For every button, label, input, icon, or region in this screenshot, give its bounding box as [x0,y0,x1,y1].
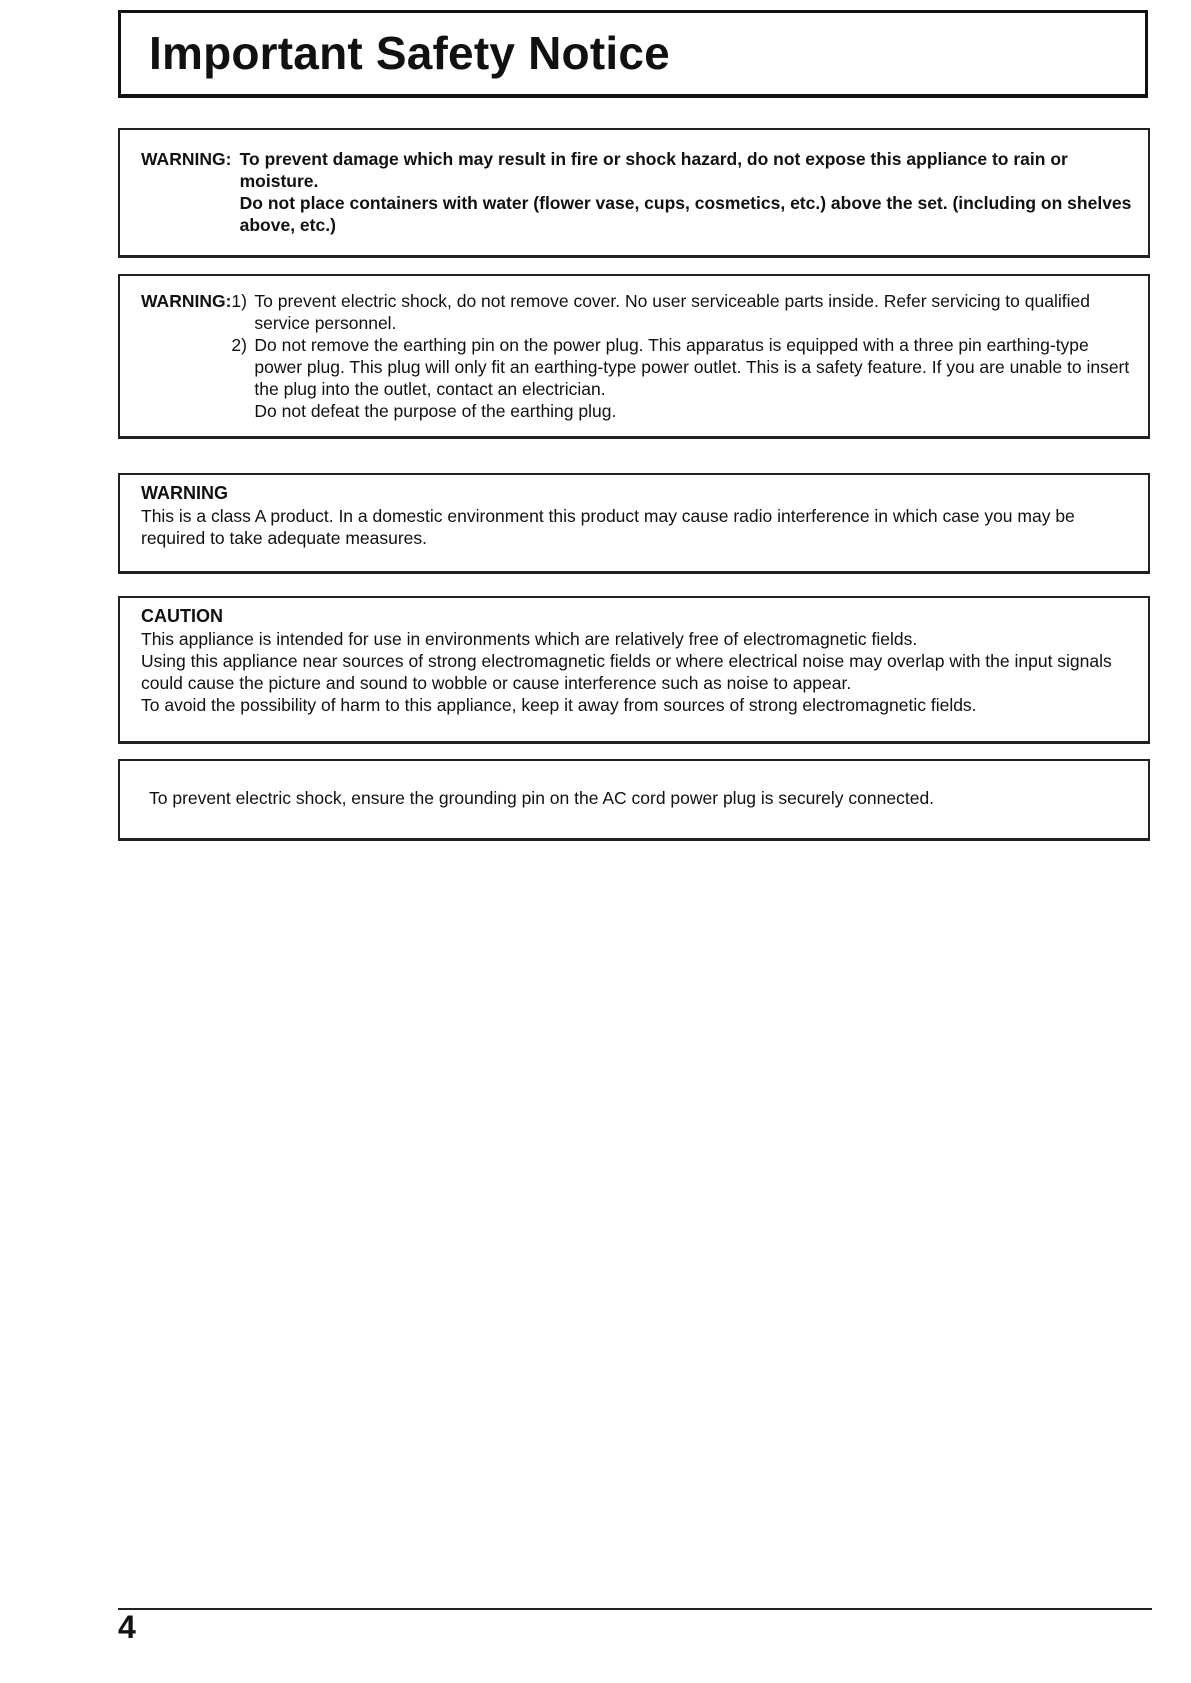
page-number: 4 [118,1609,136,1645]
notice-warning-shock [118,274,1150,439]
notice-heading: CAUTION [141,606,223,626]
notice-text: This appliance is intended for use in environments which are relatively free of electromagnetic fields. [141,629,918,649]
notice-content [240,148,1138,236]
list-text [254,334,1138,422]
notice-text: This is a class A product. In a domestic environment this product may cause radio interference in which case you may be required to take adequate measures. [141,506,1075,548]
title-box [118,10,1148,98]
notice-block [141,481,1128,549]
notice-grounding [118,759,1150,841]
warning-label: WARNING: [141,149,232,169]
notice-block [141,604,1128,716]
notice-text: To prevent damage which may result in fire or shock hazard, do not expose this appliance to rain or moisture. [239,149,1068,191]
notice-row [141,148,1138,236]
notice-text: Using this appliance near sources of strong electromagnetic fields or where electrical noise may overlap with the input signals could cause the picture and sound to wobble or cause interference such as noise to appear. [141,651,1112,693]
notice-text: Do not remove the earthing pin on the power plug. This apparatus is equipped with a three pin earthing-type power plug. This plug will only fit an earthing-type power outlet. This is a safety feature. If you are unable to insert the plug into the outlet, contact an electrician. [254,335,1130,399]
list-text [254,290,1138,334]
notice-heading: WARNING [141,483,228,503]
list-item [231,334,1138,422]
notice-warning-fire [118,128,1150,258]
notice-block [149,787,1128,809]
notice-text: To prevent electric shock, ensure the grounding pin on the AC cord power plug is securely connected. [149,788,935,808]
notice-text: To avoid the possibility of harm to this appliance, keep it away from sources of strong electromagnetic fields. [141,695,977,715]
warning-label: WARNING: [141,291,232,311]
notice-caution [118,596,1150,744]
footer-divider [118,1608,1152,1610]
notice-text: Do not defeat the purpose of the earthing plug. [254,401,617,421]
notice-text: Do not place containers with water (flower vase, cups, cosmetics, etc.) above the set. (including on shelves above, etc.) [239,193,1132,235]
list-number: 1) [231,291,247,311]
list-item [231,290,1138,334]
warning-list [231,290,1138,422]
notice-row [141,290,1138,422]
list-number: 2) [231,335,247,355]
notice-text: To prevent electric shock, do not remove cover. No user serviceable parts inside. Refer servicing to qualified service personnel. [254,291,1090,333]
notice-class-a [118,473,1150,574]
page-title: Important Safety Notice [149,27,670,79]
